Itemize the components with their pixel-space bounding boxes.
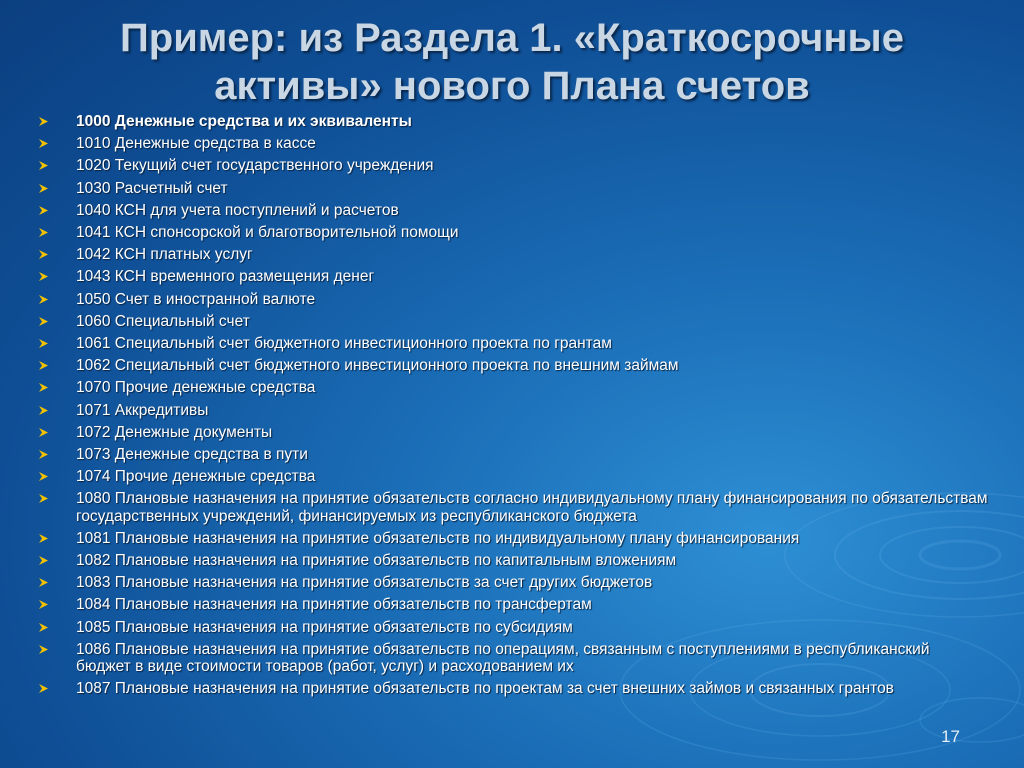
account-label: 1042 КСН платных услуг [76,246,253,264]
account-list-item [38,490,988,524]
slide-title [40,14,984,110]
account-label: 1080 Плановые назначения на принятие обязательств согласно индивидуальному плану финансирования по обязательствам государственных учреждений, финансируемых из республиканского бюджета [76,490,988,525]
account-label: 1074 Прочие денежные средства [76,468,316,486]
account-label: 1086 Плановые назначения на принятие обязательств по операциям, связанным с поступлениями в республиканский бюджет в виде стоимости товаров (работ, услуг) и расходованием их [76,640,930,676]
arrowhead-bullet-icon [38,622,49,633]
account-label: 1083 Плановые назначения на принятие обязательств за счет других бюджетов [76,574,653,592]
account-list-item [38,468,988,485]
account-label: 1000 Денежные средства и их эквиваленты [76,113,412,130]
account-label: 1072 Денежные документы [76,423,273,441]
arrowhead-bullet-icon [38,449,49,460]
account-list-item [38,379,988,396]
account-list-item [38,574,988,591]
account-list-item [38,291,988,308]
arrowhead-bullet-icon [38,405,49,416]
arrowhead-bullet-icon [38,471,49,482]
arrowhead-bullet-icon [38,555,49,566]
arrowhead-bullet-icon [38,427,49,438]
account-list-item [38,680,988,697]
arrowhead-bullet-icon [38,382,49,393]
account-label: 1070 Прочие денежные средства [76,379,316,397]
account-list-item [38,530,988,547]
arrowhead-bullet-icon [38,644,49,655]
account-list-item [38,246,988,263]
page-number: 17 [941,727,960,746]
account-list-item [38,402,988,419]
account-label: 1071 Аккредитивы [76,401,209,419]
arrowhead-bullet-icon [38,360,49,371]
arrowhead-bullet-icon [38,294,49,305]
account-list-item [38,335,988,352]
account-list [38,113,988,702]
account-list-item [38,157,988,174]
account-label: 1084 Плановые назначения на принятие обязательств по трансфертам [76,596,592,614]
account-label: 1081 Плановые назначения на принятие обязательств по индивидуальному плану финансирования [76,529,800,547]
account-list-item [38,180,988,197]
account-list-item [38,313,988,330]
account-label: 1041 КСН спонсорской и благотворительной помощи [76,224,459,242]
slide-title-line-1: Пример: из Раздела 1. «Краткосрочные [120,16,904,60]
account-list-item [38,202,988,219]
arrowhead-bullet-icon [38,533,49,544]
arrowhead-bullet-icon [38,160,49,171]
account-label: 1040 КСН для учета поступлений и расчетов [76,201,399,219]
account-list-item [38,446,988,463]
account-label: 1030 Расчетный счет [76,179,228,197]
arrowhead-bullet-icon [38,683,49,694]
arrowhead-bullet-icon [38,316,49,327]
account-list-item [38,619,988,636]
slide-title-line-2: активы» нового Плана счетов [214,64,810,108]
account-label: 1061 Специальный счет бюджетного инвестиционного проекта по грантам [76,335,612,353]
account-label: 1082 Плановые назначения на принятие обязательств по капитальным вложениям [76,552,677,570]
account-label: 1043 КСН временного размещения денег [76,268,375,286]
account-label: 1085 Плановые назначения на принятие обязательств по субсидиям [76,618,573,636]
account-label: 1050 Счет в иностранной валюте [76,290,316,308]
arrowhead-bullet-icon [38,205,49,216]
account-list-item [38,641,988,675]
arrowhead-bullet-icon [38,249,49,260]
account-list-item [38,135,988,152]
account-label: 1010 Денежные средства в кассе [76,135,316,153]
account-label: 1087 Плановые назначения на принятие обязательств по проектам за счет внешних займов и связанных грантов [76,680,894,698]
arrowhead-bullet-icon [38,338,49,349]
account-list-item [38,424,988,441]
arrowhead-bullet-icon [38,271,49,282]
account-label: 1073 Денежные средства в пути [76,446,308,464]
account-label: 1062 Специальный счет бюджетного инвестиционного проекта по внешним займам [76,357,679,375]
account-label: 1060 Специальный счет [76,312,250,330]
account-list-item [38,113,988,130]
account-list-item [38,552,988,569]
account-list-item [38,268,988,285]
account-list-item [38,357,988,374]
arrowhead-bullet-icon [38,116,49,127]
arrowhead-bullet-icon [38,599,49,610]
account-label: 1020 Текущий счет государственного учреждения [76,157,434,175]
arrowhead-bullet-icon [38,493,49,504]
arrowhead-bullet-icon [38,138,49,149]
arrowhead-bullet-icon [38,227,49,238]
arrowhead-bullet-icon [38,183,49,194]
account-list-item [38,224,988,241]
account-list-item [38,596,988,613]
arrowhead-bullet-icon [38,577,49,588]
